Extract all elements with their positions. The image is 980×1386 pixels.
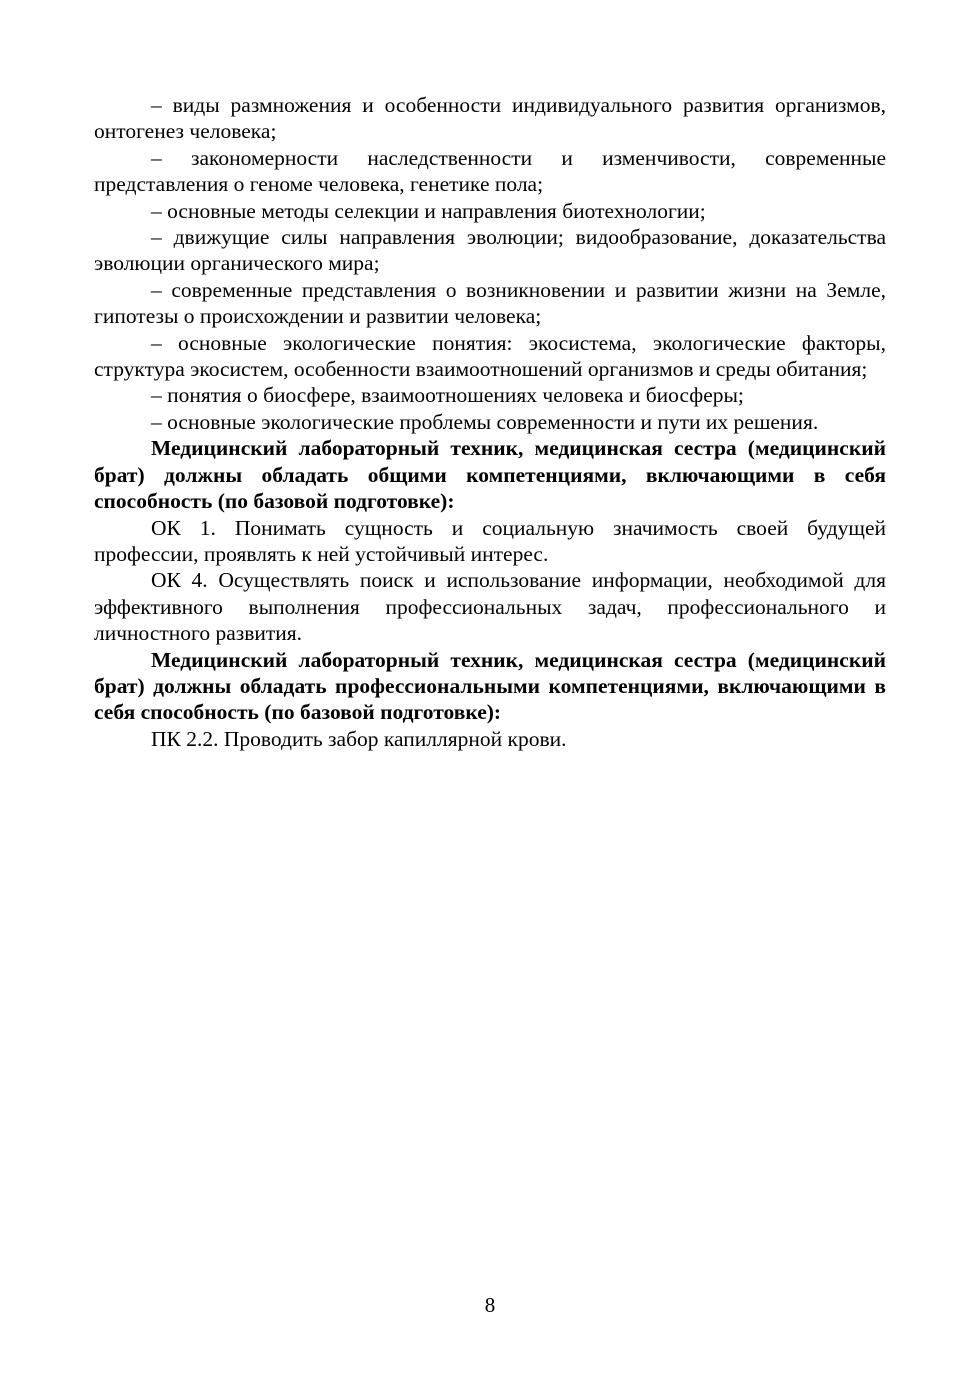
competency-pk22: ПК 2.2. Проводить забор капиллярной крови. [151, 726, 567, 751]
list-item-heredity: – закономерности наследственности и изменчивости, современные представления о геноме человека, генетике пола; [94, 145, 886, 197]
page-number: 8 [484, 1293, 496, 1317]
list-item-evolution: – движущие силы направления эволюции; видообразование, доказательства эволюции органического мира; [94, 225, 886, 276]
competency-ok1: ОК 1. Понимать сущность и социальную значимость своей будущей профессии, проявлять к ней устойчивый интерес. [94, 515, 886, 566]
list-item-ecology-concepts: – основные экологические понятия: экосистема, экологические факторы, структура экосистем, особенности взаимоотношений организмов и среды обитания; [94, 330, 886, 382]
heading-professional-competencies: Медицинский лабораторный техник, медицинская сестра (медицинский брат) должны обладать профессиональными компетенциями, включающими в себя способность (по базовой подготовке): [94, 647, 886, 725]
competency-ok4: ОК 4. Осуществлять поиск и использование информации, необходимой для эффективного выполнения профессиональных задач, профессионального и личностного развития. [94, 568, 886, 646]
list-item-selection: – основные методы селекции и направления биотехнологии; [151, 198, 706, 223]
heading-general-competencies: Медицинский лабораторный техник, медицинская сестра (медицинский брат) должны обладать общими компетенциями, включающими в себя способность (по базовой подготовке): [94, 436, 886, 514]
list-item-reproduction: – виды размножения и особенности индивидуального развития организмов, онтогенез человека; [94, 93, 886, 144]
list-item-biosphere: – понятия о биосфере, взаимоотношениях человека и биосферы; [151, 383, 744, 408]
list-item-ecology-problems: – основные экологические проблемы современности и пути их решения. [151, 409, 819, 434]
body-text [94, 92, 886, 752]
list-item-origin-of-life: – современные представления о возникновении и развитии жизни на Земле, гипотезы о происхождении и развитии человека; [94, 277, 886, 329]
